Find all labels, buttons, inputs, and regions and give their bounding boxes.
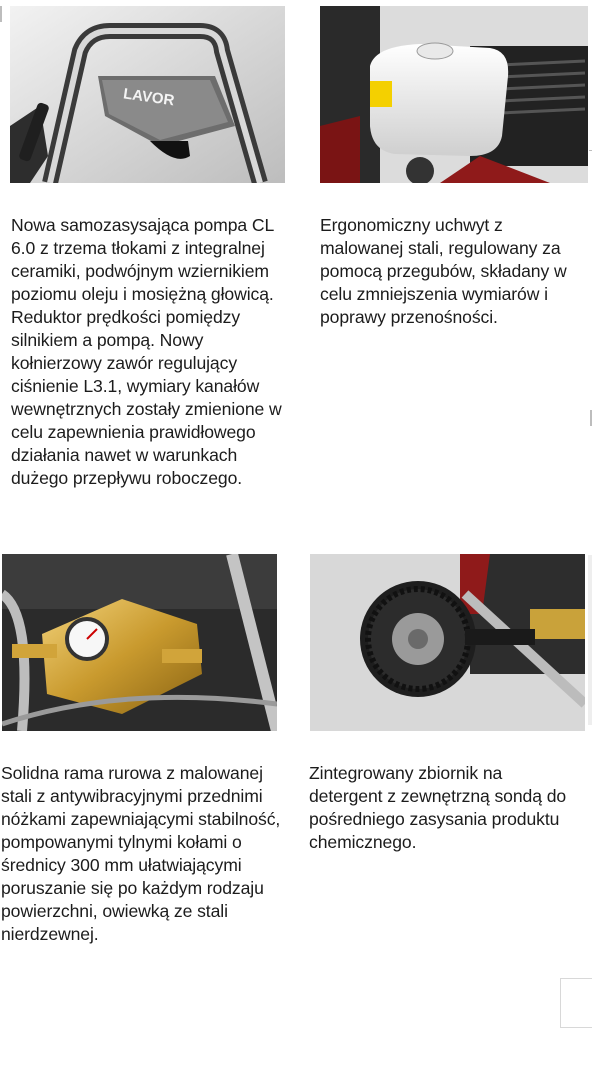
wheel-photo — [310, 554, 585, 731]
pump-illustration — [2, 554, 277, 731]
feature-description: Solidna rama rurowa z malowanej stali z antywibracyjnymi przednimi nóżkami zapewniającymi stabilność, pompowanymi tylnymi kołami o średnicy 300 mm ułatwiającymi poruszanie się po każdym rodzaju powierzchni, owiewką ze stali nierdzewnej. — [1, 763, 281, 944]
handle-illustration — [10, 6, 285, 183]
lavor-logo: LAVOR — [122, 85, 176, 110]
feature-description: Zintegrowany zbiornik na detergent z zewnętrzną sondą do pośredniego zasysania produktu chemicznego. — [309, 763, 567, 852]
corner-widget[interactable] — [560, 978, 592, 1028]
feature-description: Nowa samozasysająca pompa CL 6.0 z trzema tłokami z integralnej ceramiki, podwójnym wziernikiem poziomu oleju i mosiężną głowicą. Reduktor prędkości pomiędzy silnikiem a pompą. Nowy kołnierzowy zawór regulujący ciśnienie L3.1, wymiary kanałów wewnętrznych zostały zmienione w celu zapewnienia prawidłowego działania nawet w warunkach dużego przepływu roboczego. — [11, 215, 282, 488]
right-edge-fragment — [588, 555, 592, 725]
feature-description: Ergonomiczny uchwyt z malowanej stali, regulowany za pomocą przegubów, składany w celu zmniejszenia wymiarów i poprawy przenośności. — [320, 215, 567, 327]
engine-illustration — [320, 6, 588, 183]
pump-photo — [2, 554, 277, 731]
handle-photo — [10, 6, 285, 183]
engine-photo — [320, 6, 588, 183]
wheel-illustration — [310, 554, 585, 731]
left-edge-fragment — [0, 6, 2, 22]
